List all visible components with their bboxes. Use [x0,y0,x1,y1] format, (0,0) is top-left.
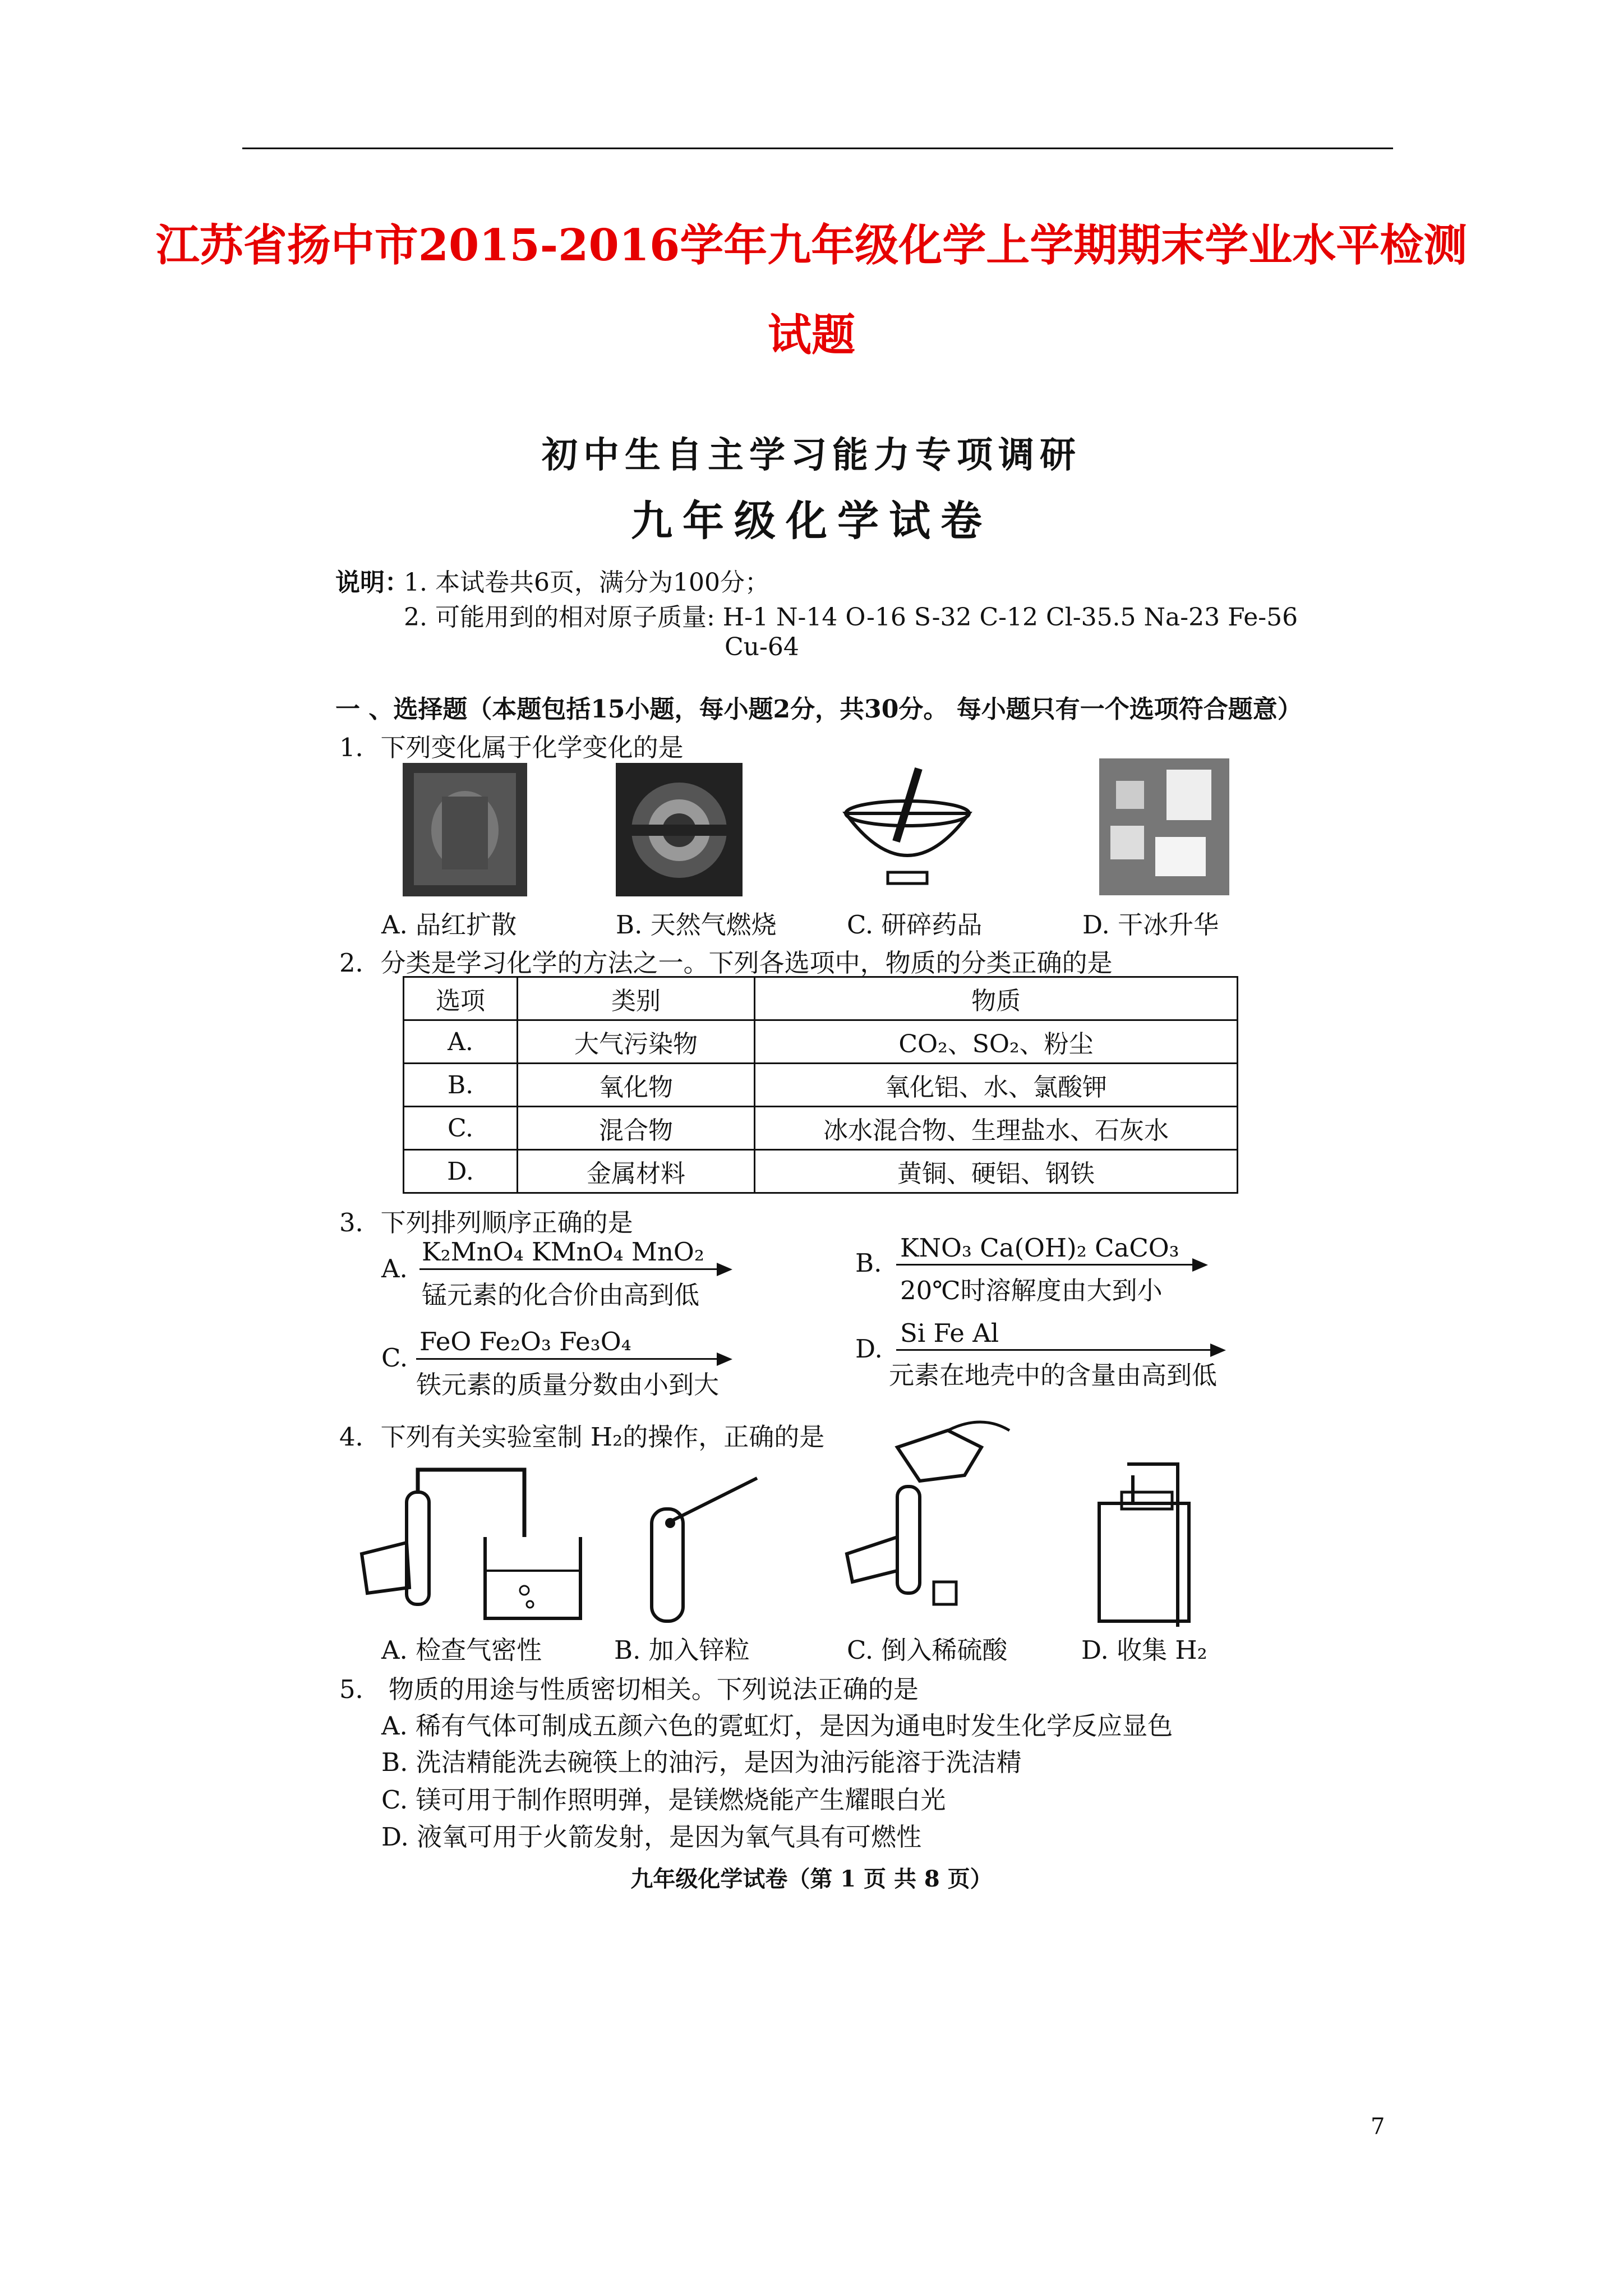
table-cell: D. [404,1150,518,1193]
table-cell: 冰水混合物、生理盐水、石灰水 [755,1107,1238,1150]
q3-stem: 3．下列排列顺序正确的是 [339,1208,633,1237]
q1-option-d: D. 干冰升华 [1082,910,1219,940]
q3-d-label: D. [855,1334,883,1364]
q5-option-a: A. 稀有气体可制成五颜六色的霓虹灯，是因为通电时发生化学反应显色 [381,1711,1173,1741]
top-rule [242,148,1393,149]
table-row [404,1020,1238,1064]
table-cell: 氧化铝、水、氯酸钾 [755,1064,1238,1107]
q3-a-arrow [419,1268,717,1270]
q4-option-b: B. 加入锌粒 [614,1635,750,1665]
q3-b-arrow [896,1264,1192,1266]
q5-stem: 5． 物质的用途与性质密切相关。下列说法正确的是 [339,1674,919,1704]
exam-subtitle: 初中生自主学习能力专项调研 [542,434,1081,476]
table-cell: 混合物 [518,1107,755,1150]
q5-option-c: C. 镁可用于制作照明弹，是镁燃烧能产生耀眼白光 [381,1785,946,1815]
section-heading: 一 、选择题（本题包括15小题，每小题2分，共30分。 每小题只有一个选项符合题意） [335,695,1302,724]
table-cell: 大气污染物 [518,1020,755,1064]
table-row [404,1064,1238,1107]
q3-b-label: B. [855,1248,882,1278]
q3-d-top: Si Fe Al [900,1318,999,1348]
table-header: 物质 [755,977,1238,1020]
q3-c-label: C. [381,1343,408,1373]
q3-c-top: FeO Fe₂O₃ Fe₃O₄ [419,1327,631,1356]
q3-c-arrowhead [717,1352,732,1366]
table-header: 类别 [518,977,755,1020]
notes-line1: 1. 本试卷共6页，满分为100分； [404,568,769,597]
q1-image-a [403,763,527,896]
q1-image-c [834,757,980,898]
q1-image-d [1099,758,1229,895]
q4-option-a: A. 检查气密性 [381,1635,542,1665]
document-title-line1: 江苏省扬中市2015-2016学年九年级化学上学期期末学业水平检测 [155,220,1468,271]
q3-b-top: KNO₃ Ca(OH)₂ CaCO₃ [900,1233,1179,1263]
page-footer-info: 九年级化学试卷（第 1 页 共 8 页） [630,1866,993,1892]
q3-a-arrowhead [717,1263,732,1276]
q4-stem: 4．下列有关实验室制 H₂的操作，正确的是 [339,1422,825,1452]
table-cell: B. [404,1064,518,1107]
q4-figure-a [356,1458,608,1627]
q3-c-arrow [416,1358,717,1360]
q1-option-c: C. 研碎药品 [847,910,983,940]
q2-table [403,976,1238,1194]
notes-label: 说明： [335,568,409,597]
table-cell: 金属材料 [518,1150,755,1193]
q3-d-arrow [896,1349,1210,1351]
q4-option-c: C. 倒入稀硫酸 [847,1635,1008,1665]
table-cell: 氧化物 [518,1064,755,1107]
q5-option-d: D. 液氧可用于火箭发射，是因为氧气具有可燃性 [381,1822,922,1852]
q3-a-bottom: 锰元素的化合价由高到低 [422,1280,700,1310]
q3-a-label: A. [381,1254,408,1283]
q1-stem: 1．下列变化属于化学变化的是 [339,733,684,762]
exam-title: 九年级化学试卷 [631,497,992,545]
document-title-line2: 试题 [767,310,855,361]
q3-d-bottom: 元素在地壳中的含量由高到低 [889,1360,1218,1390]
table-header: 选项 [404,977,518,1020]
q4-figure-c [836,1414,1026,1627]
q3-a-top: K₂MnO₄ KMnO₄ MnO₂ [422,1237,704,1267]
notes-line2: 2. 可能用到的相对原子质量: H-1 N-14 O-16 S-32 C-12 Cl-35.5 Na-23 Fe-56 [404,603,1298,632]
q1-image-b [616,763,743,896]
table-cell: C. [404,1107,518,1150]
table-row [404,1107,1238,1150]
q2-stem: 2．分类是学习化学的方法之一。下列各选项中，物质的分类正确的是 [339,948,1113,978]
q3-c-bottom: 铁元素的质量分数由小到大 [416,1370,720,1400]
table-cell: 黄铜、硬铝、钢铁 [755,1150,1238,1193]
q1-option-b: B. 天然气燃烧 [616,910,777,940]
notes-line3: Cu-64 [725,633,799,661]
q1-option-a: A. 品红扩散 [381,910,517,940]
q4-figure-d [1077,1458,1245,1627]
table-row [404,1150,1238,1193]
page-number: 7 [1371,2114,1385,2139]
table-header-row [404,977,1238,1020]
q5-option-b: B. 洗洁精能洗去碗筷上的油污，是因为油污能溶于洗洁精 [381,1747,1022,1777]
table-cell: A. [404,1020,518,1064]
q3-b-bottom: 20℃时溶解度由大到小 [900,1276,1163,1305]
table-cell: CO₂、SO₂、粉尘 [755,1020,1238,1064]
q4-figure-b [639,1470,768,1627]
q3-b-arrowhead [1192,1258,1208,1272]
q4-option-d: D. 收集 H₂ [1081,1635,1207,1665]
